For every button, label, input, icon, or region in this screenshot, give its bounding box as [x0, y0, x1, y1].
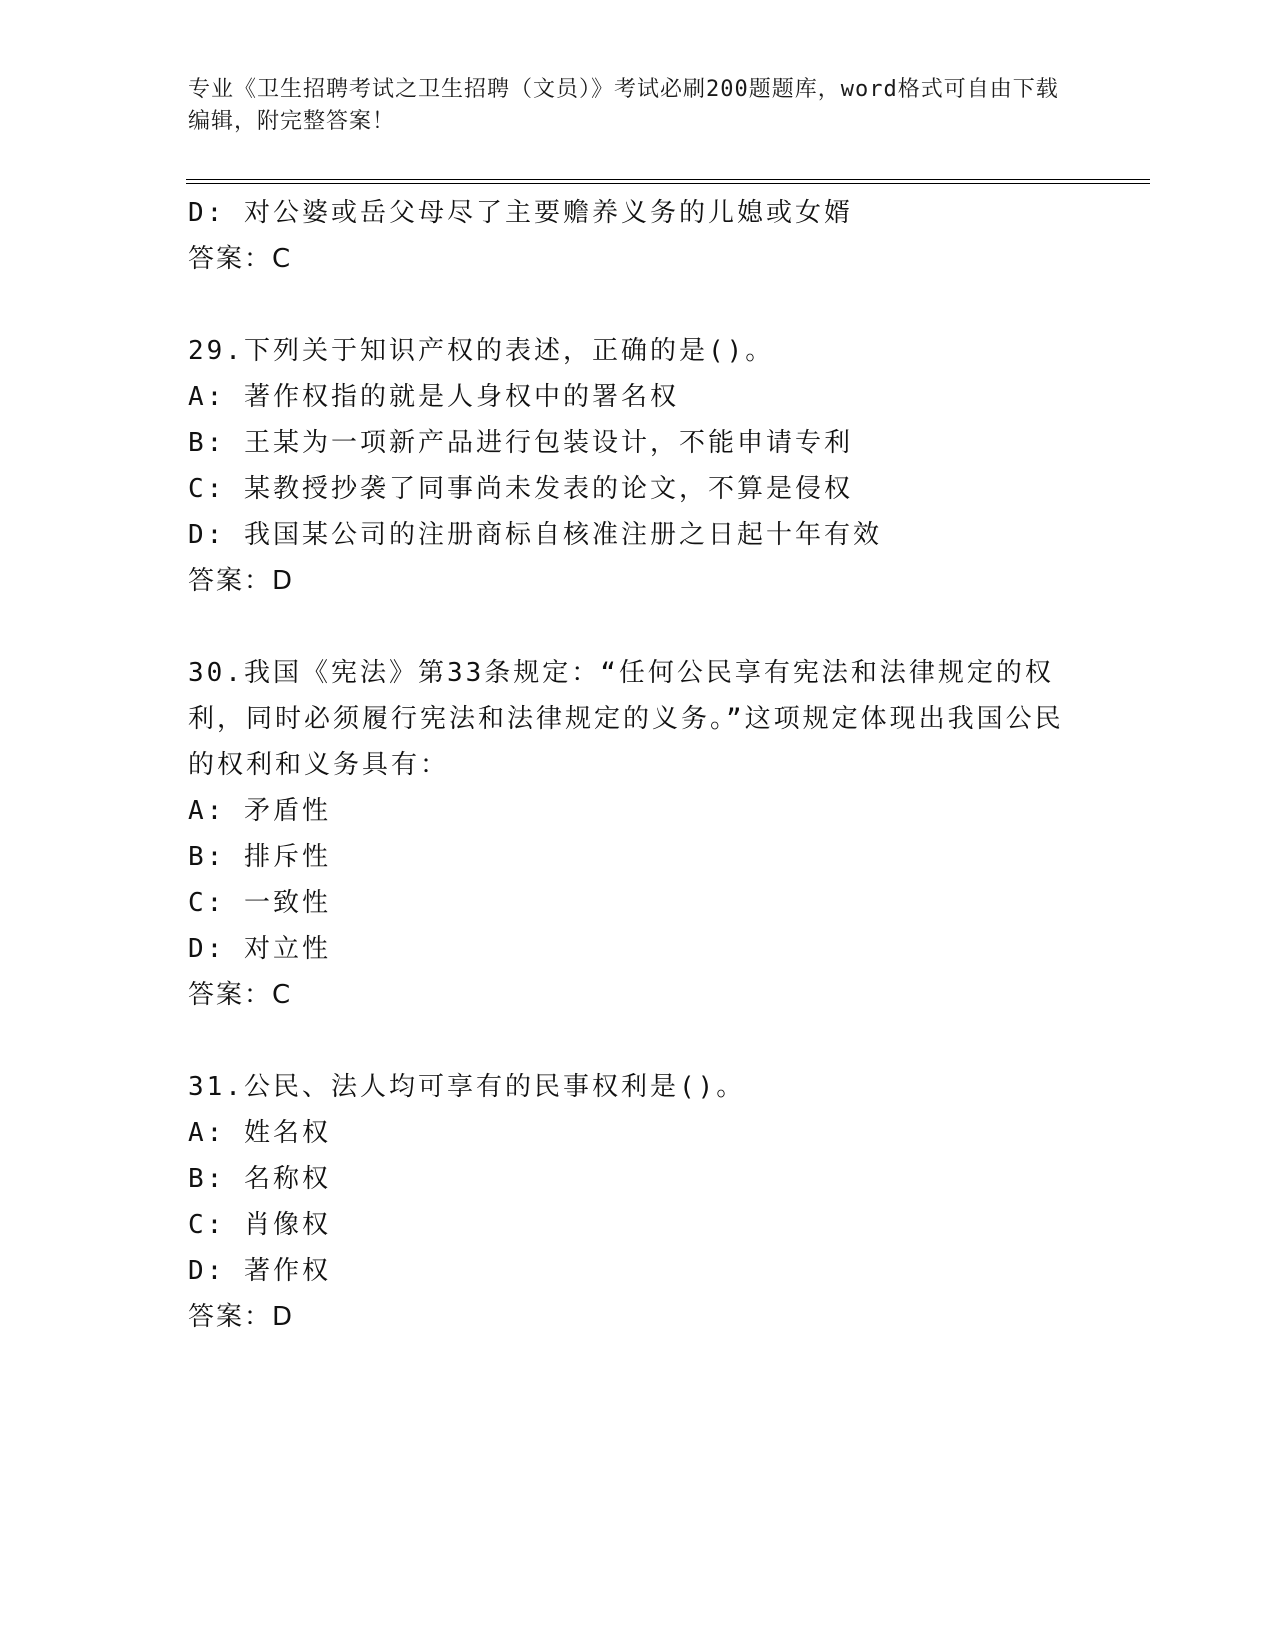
option-a: A: 矛盾性 — [188, 796, 331, 826]
option-d: D: 我国某公司的注册商标自核准注册之日起十年有效 — [188, 520, 882, 550]
page-header: 专业《卫生招聘考试之卫生招聘（文员）》考试必刷200题题库，word格式可自由下载编辑，附完整答案！ — [188, 77, 1059, 134]
question-stem: 30.我国《宪法》第33条规定：“任何公民享有宪法和法律规定的权利，同时必须履行宪法和法律规定的义务。”这项规定体现出我国公民的权利和义务具有： — [188, 658, 1064, 780]
answer-line: 答案：C — [188, 980, 293, 1010]
question-30 — [188, 650, 1068, 1018]
answer-line: 答案：D — [188, 1302, 295, 1332]
question-29 — [188, 328, 1068, 604]
option-a: A: 姓名权 — [188, 1118, 331, 1148]
question-31 — [188, 1064, 1068, 1340]
option-b: B: 排斥性 — [188, 842, 331, 872]
question-stem: 31.公民、法人均可享有的民事权利是()。 — [188, 1072, 746, 1102]
option-c: C: 某教授抄袭了同事尚未发表的论文，不算是侵权 — [188, 474, 853, 504]
option-c: C: 肖像权 — [188, 1210, 331, 1240]
option-c: C: 一致性 — [188, 888, 331, 918]
option-b: B: 名称权 — [188, 1164, 331, 1194]
option-d: D: 对公婆或岳父母尽了主要赡养义务的儿媳或女婿 — [188, 198, 853, 228]
option-d: D: 著作权 — [188, 1256, 331, 1286]
answer-line: 答案：C — [188, 244, 293, 274]
document-body — [188, 190, 1068, 1340]
header-divider-top — [186, 179, 1150, 180]
option-d: D: 对立性 — [188, 934, 331, 964]
answer-line: 答案：D — [188, 566, 295, 596]
header-divider-bottom — [186, 183, 1150, 184]
question-stem: 29.下列关于知识产权的表述，正确的是()。 — [188, 336, 775, 366]
carryover-block — [188, 190, 1068, 282]
option-a: A: 著作权指的就是人身权中的署名权 — [188, 382, 679, 412]
option-b: B: 王某为一项新产品进行包装设计，不能申请专利 — [188, 428, 853, 458]
